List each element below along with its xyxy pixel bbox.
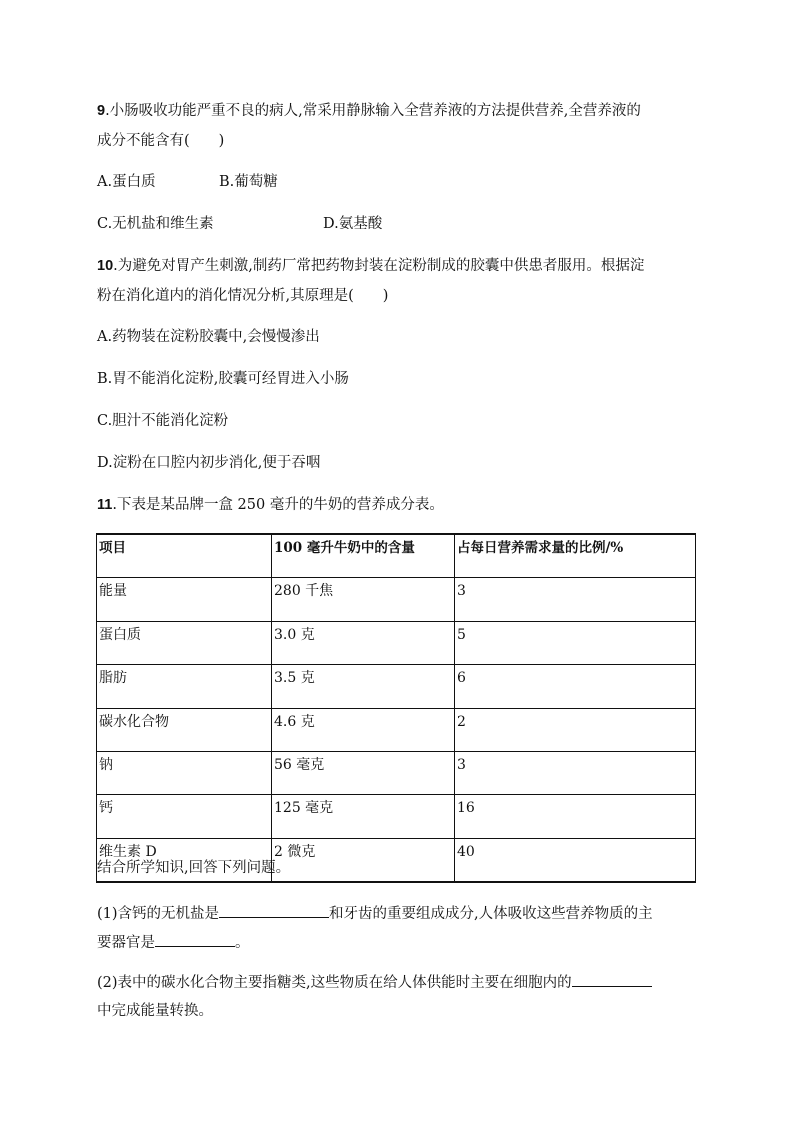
table-cell-percent: 2 <box>455 708 696 751</box>
table-cell-amount: 125 毫克 <box>272 795 455 838</box>
q10-option-c[interactable]: C.胆汁不能消化淀粉 <box>97 413 229 429</box>
table-cell-item: 蛋白质 <box>97 621 272 664</box>
table-row <box>97 621 696 664</box>
q11-sub2-line1 <box>97 970 652 994</box>
table-cell-percent: 16 <box>455 795 696 838</box>
q11-sub1-text2: 和牙齿的重要组成成分,人体吸收这些营养物质的主 <box>329 906 653 922</box>
header-item: 项目 <box>97 534 272 578</box>
q9-option-c[interactable]: C.无机盐和维生素 <box>97 216 214 232</box>
table-cell-amount: 3.0 克 <box>272 621 455 664</box>
q11-sub1-blank1[interactable] <box>219 901 329 918</box>
table-cell-item: 能量 <box>97 578 272 621</box>
table-row <box>97 665 696 708</box>
q10-stem-line2: 粉在消化道内的消化情况分析,其原理是( ) <box>97 288 389 304</box>
table-row <box>97 795 696 838</box>
nutrition-table <box>96 533 696 883</box>
table-cell-item: 钠 <box>97 751 272 794</box>
table-cell-percent: 3 <box>455 578 696 621</box>
q11-intro-line <box>97 494 444 516</box>
table-row <box>97 578 696 621</box>
q11-intro-text: .下表是某品牌一盒 250 毫升的牛奶的营养成分表。 <box>112 497 444 513</box>
table-row <box>97 708 696 751</box>
q11-number: 11 <box>97 497 113 513</box>
q9-option-b[interactable]: B.葡萄糖 <box>219 174 278 190</box>
table-cell-percent: 3 <box>455 751 696 794</box>
q10-option-b[interactable]: B.胃不能消化淀粉,胶囊可经胃进入小肠 <box>97 371 349 387</box>
q9-option-d[interactable]: D.氨基酸 <box>323 216 383 232</box>
q10-option-a[interactable]: A.药物装在淀粉胶囊中,会慢慢渗出 <box>97 329 320 345</box>
table-cell-item: 碳水化合物 <box>97 708 272 751</box>
table-cell-amount: 4.6 克 <box>272 708 455 751</box>
q11-followup-text: 结合所学知识,回答下列问题。 <box>97 860 291 876</box>
q11-sub1-blank2[interactable] <box>155 930 235 947</box>
table-cell-item: 脂肪 <box>97 665 272 708</box>
q9-option-a[interactable]: A.蛋白质 <box>97 174 156 190</box>
table-cell-item: 维生素 D <box>97 838 272 882</box>
q9-stem-text1: .小肠吸收功能严重不良的病人,常采用静脉输入全营养液的方法提供营养,全营养液的 <box>105 103 641 119</box>
table-header-row <box>97 534 696 578</box>
table-cell-item: 钙 <box>97 795 272 838</box>
header-daily-percent: 占每日营养需求量的比例/% <box>455 534 696 578</box>
table-cell-amount: 56 毫克 <box>272 751 455 794</box>
q11-sub2-blank[interactable] <box>572 970 652 987</box>
table-row <box>97 751 696 794</box>
q11-sub1-line1 <box>97 901 653 925</box>
table-cell-percent: 6 <box>455 665 696 708</box>
q9-stem-line1 <box>97 100 641 122</box>
q10-stem-text1: .为避免对胃产生刺激,制药厂常把药物封装在淀粉制成的胶囊中供患者服用。根据淀 <box>113 258 645 274</box>
q11-sub1-text3: 要器官是 <box>97 935 155 951</box>
table-cell-percent: 5 <box>455 621 696 664</box>
q9-stem-line2: 成分不能含有( ) <box>97 133 225 149</box>
table-cell-amount: 2 微克 <box>272 838 455 882</box>
q11-sub1-line2 <box>97 930 250 954</box>
table-cell-amount: 3.5 克 <box>272 665 455 708</box>
q11-sub1-text4: 。 <box>235 935 250 951</box>
table-cell-amount: 280 千焦 <box>272 578 455 621</box>
q9-number: 9 <box>97 103 106 119</box>
q10-number: 10 <box>97 258 114 274</box>
q11-sub1-text1: (1)含钙的无机盐是 <box>97 906 220 922</box>
q11-sub2-text1: (2)表中的碳水化合物主要指糖类,这些物质在给人体供能时主要在细胞内的 <box>97 975 572 991</box>
q10-option-d[interactable]: D.淀粉在口腔内初步消化,便于吞咽 <box>97 455 321 471</box>
table-cell-percent: 40 <box>455 838 696 882</box>
q11-sub2-line2: 中完成能量转换。 <box>97 1003 213 1019</box>
header-content-per-100ml: 100 毫升牛奶中的含量 <box>272 534 455 578</box>
q10-stem-line1 <box>97 255 644 277</box>
